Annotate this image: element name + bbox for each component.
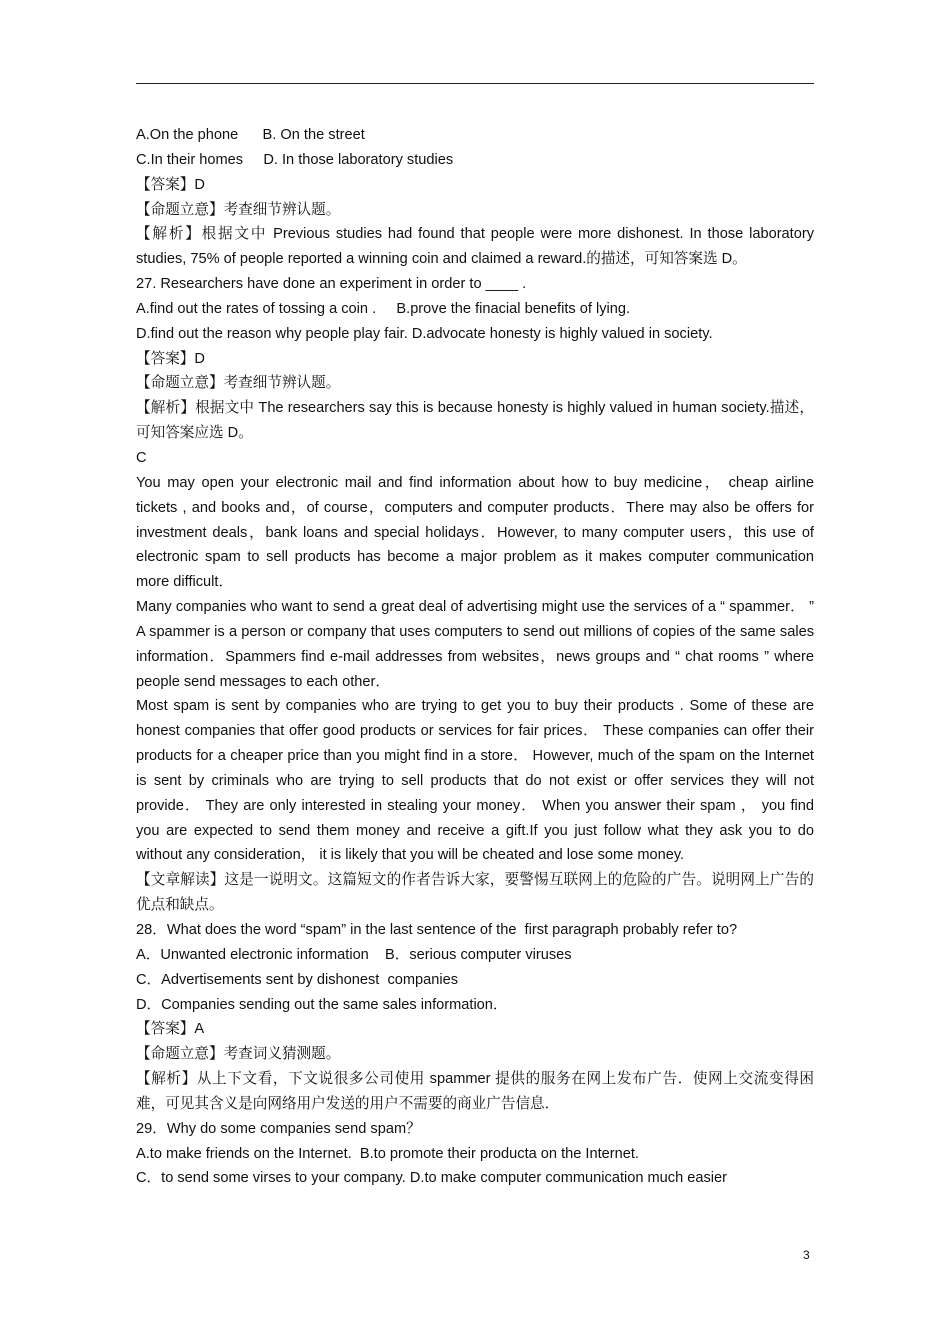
question-28: 28．What does the word “spam” in the last sentence of the first paragraph probably refer to? — [136, 922, 738, 938]
answer-line: 【答案】D — [136, 350, 205, 367]
option-line: A.to make friends on the Internet. B.to promote their producta on the Internet. — [136, 1145, 639, 1162]
option-line: C．to send some virses to your company. D.to make computer communication much easier — [136, 1170, 728, 1187]
section-label: C — [136, 449, 147, 466]
passage-paragraph: Most spam is sent by companies who are trying to get you to buy their products . Some of these are honest companies that offer good products or services for fair prices． These companies can offer their products for a cheaper price than you might find in a store． However, much of the spam on the Internet is sent by criminals who are trying to sell products that do not exist or offer services they will not provide． They are only interested in stealing your money． When you answer their spam ， you find you are expected to send them money and receive a gift.If you just follow what they ask you to do without any consideration， it is likely that you will be cheated and lose some money. — [136, 698, 814, 864]
header-rule — [136, 83, 814, 84]
document-body — [136, 123, 814, 1191]
answer-line: 【答案】A — [136, 1021, 205, 1038]
intent-line: 【命题立意】考查词义猜测题。 — [136, 1046, 341, 1063]
option-line: A.On the phone B. On the street — [136, 127, 365, 143]
article-interpretation: 【文章解读】这是一说明文。这篇短文的作者告诉大家，要警惕互联网上的危险的广告。说明网上广告的优点和缺点。 — [136, 872, 814, 914]
analysis-paragraph: 【解析】根据文中 The researchers say this is because honesty is highly valued in human society.描述，可知答案应选 D。 — [136, 400, 814, 442]
page-number: 3 — [803, 1248, 810, 1262]
option-line: C.In their homes D. In those laboratory studies — [136, 151, 454, 168]
passage-paragraph: Many companies who want to send a great deal of advertising might use the services of a “ spammer． ” A spammer is a person or company that uses computers to send out millions of copies of the same sales information．Spammers find e-mail addresses from websites，news groups and “ chat rooms ” where people send messages to each other． — [136, 599, 814, 690]
option-line: A.find out the rates of tossing a coin . B.prove the finacial benefits of lying. — [136, 300, 631, 317]
passage-paragraph: You may open your electronic mail and find information about how to buy medicine， cheap airline tickets , and books and，of course，computers and computer products．There may also be offers for investment deals，bank loans and special holidays．However, to many computer users，this use of electronic spam to sell products has become a major problem as it makes computer communication more difficult． — [136, 474, 814, 591]
option-line: D.find out the reason why people play fair. D.advocate honesty is highly valued in society. — [136, 325, 713, 342]
intent-line: 【命题立意】考查细节辨认题。 — [136, 375, 341, 392]
analysis-paragraph: 【解析】根据文中 Previous studies had found that people were more dishonest. In those laboratory studies, 75% of people reported a winning coin and claimed a reward.的描述，可知答案选 D。 — [136, 226, 814, 268]
option-line: A．Unwanted electronic information B．serious computer viruses — [136, 946, 572, 963]
analysis-paragraph: 【解析】从上下文看，下文说很多公司使用 spammer 提供的服务在网上发布广告．使网上交流变得困难，可见其含义是向网络用户发送的用户不需要的商业广告信息． — [136, 1071, 814, 1112]
intent-line: 【命题立意】考查细节辨认题。 — [136, 201, 341, 218]
option-line: C．Advertisements sent by dishonest companies — [136, 971, 459, 988]
question-27: 27. Researchers have done an experiment in order to ____ . — [136, 276, 527, 293]
question-29: 29．Why do some companies send spam？ — [136, 1120, 421, 1137]
option-line: D．Companies sending out the same sales information． — [136, 996, 508, 1013]
answer-line: 【答案】D — [136, 176, 205, 193]
